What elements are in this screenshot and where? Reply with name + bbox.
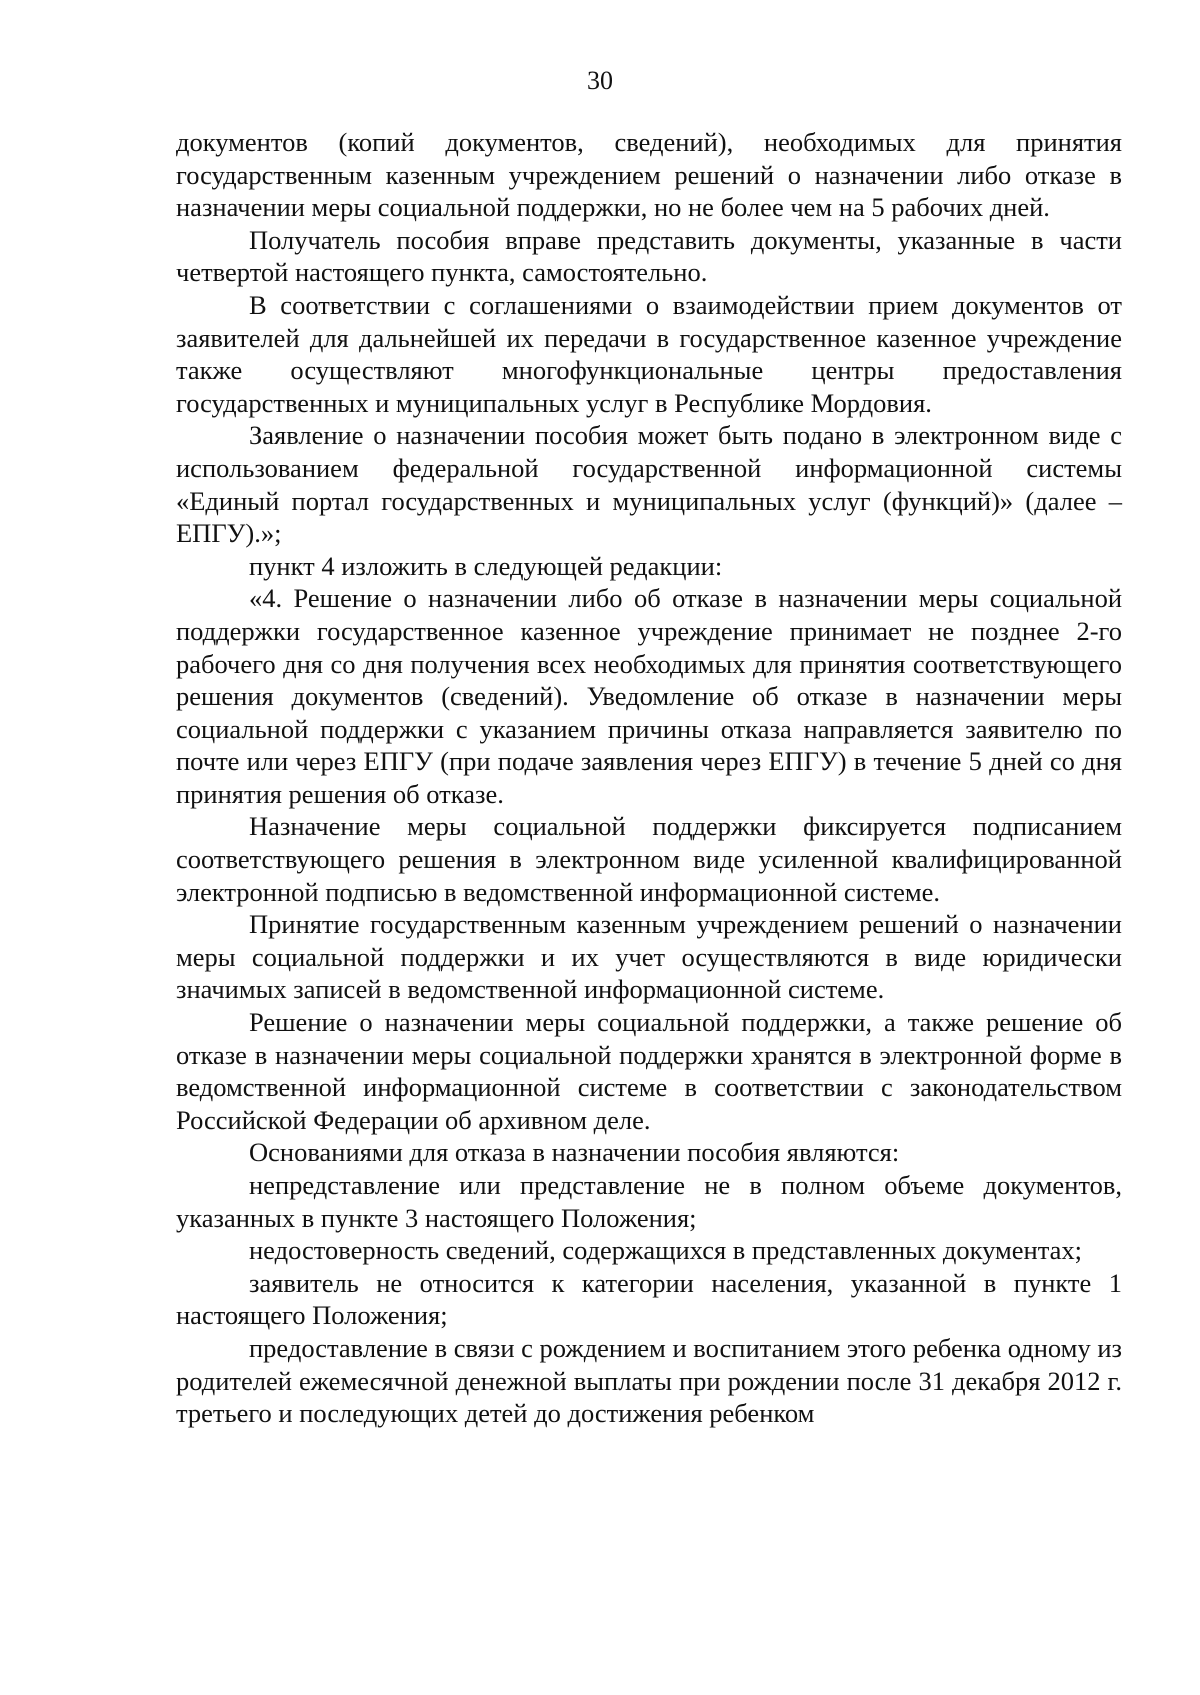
- paragraph: Получатель пособия вправе представить документы, указанные в части четвертой настоящего пункта, самостоятельно.: [176, 224, 1122, 288]
- paragraph-continuation: документов (копий документов, сведений), необходимых для принятия государственным казенным учреждением решений о назначении либо отказе в назначении меры социальной поддержки, но не более чем на 5 рабочих дней.: [176, 127, 1122, 223]
- paragraph: предоставление в связи с рождением и воспитанием этого ребенка одному из родителей ежемесячной денежной выплаты при рождении после 31 декабря 2012 г. третьего и последующих детей до достижения ребенком: [176, 1332, 1122, 1429]
- paragraph: Решение о назначении меры социальной поддержки, а также решение об отказе в назначении меры социальной поддержки хранятся в электронной форме в ведомственной информационной системе в соответствии с законодательством Российской Федерации об архивном деле.: [176, 1007, 1122, 1135]
- paragraph: Принятие государственным казенным учреждением решений о назначении меры социальной поддержки и их учет осуществляются в виде юридически значимых записей в ведомственной информационной системе.: [176, 909, 1122, 1005]
- paragraph: заявитель не относится к категории населения, указанной в пункте 1 настоящего Положения;: [176, 1267, 1122, 1331]
- paragraph: Назначение меры социальной поддержки фиксируется подписанием соответствующего решения в электронном виде усиленной квалифицированной электронной подписью в ведомственной информационной системе.: [176, 811, 1122, 907]
- paragraph: пункт 4 изложить в следующей редакции:: [249, 550, 723, 581]
- paragraph: «4. Решение о назначении либо об отказе в назначении меры социальной поддержки государственное казенное учреждение принимает не позднее 2-го рабочего дня со дня получения всех необходимых для принятия соответствующего решения документов (сведений). Уведомление об отказе в назначении меры социальной поддержки с указанием причины отказа направляется заявителю по почте или через ЕПГУ (при подаче заявления через ЕПГУ) в течение 5 дней со дня принятия решения об отказе.: [176, 583, 1122, 809]
- paragraph: непредставление или представление не в полном объеме документов, указанных в пункте 3 настоящего Положения;: [176, 1170, 1122, 1233]
- paragraph: Основаниями для отказа в назначении пособия являются:: [249, 1137, 900, 1168]
- paragraph: Заявление о назначении пособия может быть подано в электронном виде с использованием федеральной государственной информационной системы «Единый портал государственных и муниципальных услуг (функций)» (далее – ЕПГУ).»;: [176, 420, 1122, 549]
- document-body: [176, 126, 1122, 1430]
- paragraph: В соответствии с соглашениями о взаимодействии прием документов от заявителей для дальнейшей их передачи в государственное казенное учреждение также осуществляют многофункциональные центры предоставления государственных и муниципальных услуг в Республике Мордовия.: [176, 289, 1122, 418]
- page-number: 30: [587, 66, 613, 95]
- paragraph: недостоверность сведений, содержащихся в представленных документах;: [249, 1235, 1082, 1266]
